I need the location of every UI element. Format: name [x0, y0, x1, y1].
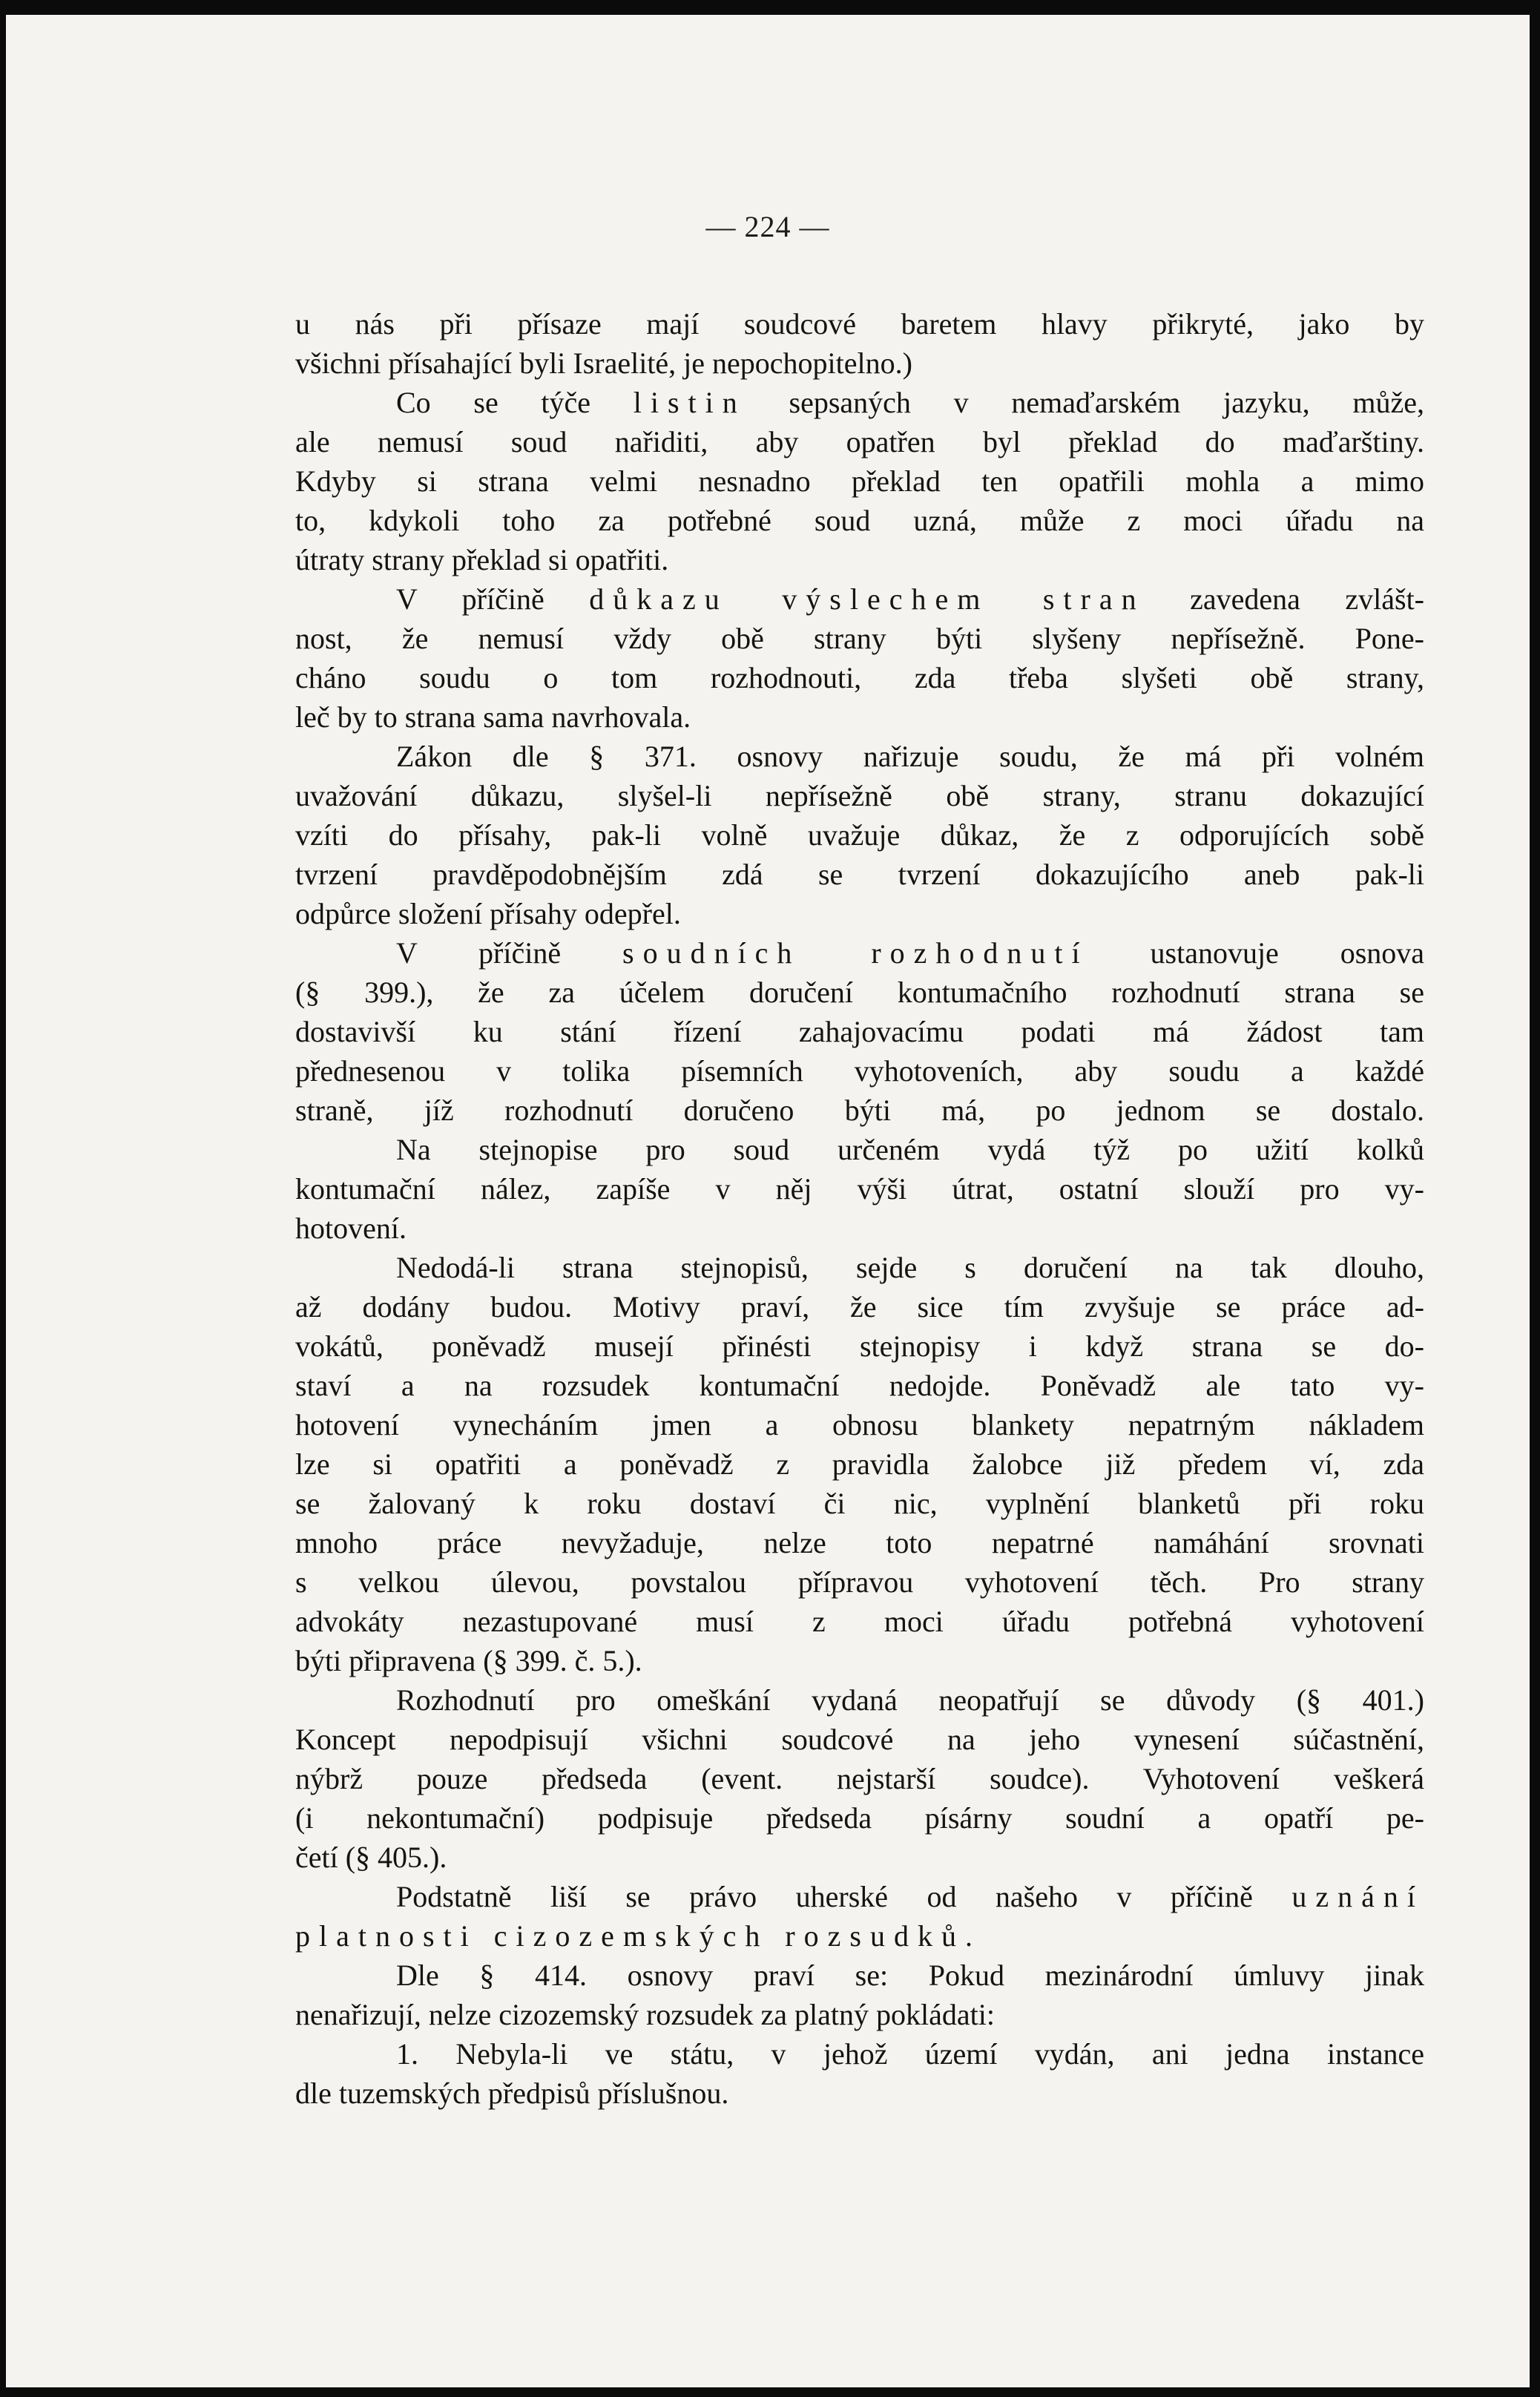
- text-line: dostavivší ku stání řízení zahajovacímu podati má žádost tam: [295, 1015, 1424, 1048]
- text-line: s velkou úlevou, povstalou přípravou vyhotovení těch. Pro strany: [295, 1565, 1424, 1599]
- text-line: vzíti do přísahy, pak-li volně uvažuje důkaz, že z odporujících sobě: [295, 818, 1424, 852]
- text-line: kontumační nález, zapíše v něj výši útrat, ostatní slouží pro vy-: [295, 1172, 1424, 1206]
- text-line: až dodány budou. Motivy praví, že sice tím zvyšuje se práce ad-: [295, 1290, 1424, 1324]
- text-line: (i nekontumační) podpisuje předseda písárny soudní a opatří pe-: [295, 1801, 1424, 1835]
- text-line: mnoho práce nevyžaduje, nelze toto nepatrné namáhání srovnati: [295, 1526, 1424, 1559]
- text-line: V příčině důkazu výslechem stran zavedena zvlášt-: [396, 582, 1425, 616]
- emphasized-text: uznání: [1291, 1880, 1424, 1913]
- emphasized-text: soudních rozhodnutí: [622, 936, 1089, 970]
- text-line: 1. Nebyla-li ve státu, v jehož území vydán, ani jedna instance: [396, 2037, 1424, 2071]
- book-page: [6, 15, 1530, 2387]
- text-line: V příčině soudních rozhodnutí ustanovuje osnova: [396, 936, 1425, 970]
- text-line: dle tuzemských předpisů příslušnou.: [295, 2077, 729, 2110]
- text-line: hotovení vynecháním jmen a obnosu blankety nepatrným nákladem: [295, 1408, 1424, 1441]
- emphasized-text: listin: [633, 386, 746, 419]
- text-line: to, kdykoli toho za potřebné soud uzná, může z moci úřadu na: [295, 504, 1424, 537]
- text-line: lze si opatřiti a poněvadž z pravidla žalobce již předem ví, zda: [295, 1447, 1424, 1481]
- text-line: četí (§ 405.).: [295, 1841, 447, 1874]
- text-line: hotovení.: [295, 1211, 407, 1245]
- text-line: přednesenou v tolika písemních vyhotoveních, aby soudu a každé: [295, 1054, 1424, 1088]
- text-line: staví a na rozsudek kontumační nedojde. Poněvadž ale tato vy-: [295, 1369, 1424, 1402]
- text-line: uvažování důkazu, slyšel-li nepřísežně obě strany, stranu dokazující: [295, 779, 1424, 812]
- text-line: (§ 399.), že za účelem doručení kontumačního rozhodnutí strana se: [295, 976, 1424, 1009]
- page-number: — 224 —: [705, 210, 830, 243]
- text-line: Koncept nepodpisují všichni soudcové na jeho vynesení súčastnění,: [295, 1723, 1424, 1756]
- text-line: nost, že nemusí vždy obě strany býti slyšeny nepřísežně. Pone-: [295, 622, 1424, 655]
- text-line: všichni přísahající byli Israelité, je nepochopitelno.): [295, 346, 912, 380]
- text-line: Co se týče listin sepsaných v nemaďarském jazyku, může,: [396, 386, 1424, 419]
- text-line: útraty strany překlad si opatřiti.: [295, 543, 669, 576]
- text-line: Na stejnopise pro soud určeném vydá týž po užití kolků: [396, 1133, 1424, 1166]
- text-line: Kdyby si strana velmi nesnadno překlad ten opatřili mohla a mimo: [295, 464, 1424, 498]
- emphasized-text: platnosti cizozemských rozsudků: [295, 1919, 965, 1953]
- text-line: býti připravena (§ 399. č. 5.).: [295, 1644, 642, 1677]
- text-line: se žalovaný k roku dostaví či nic, vyplnění blanketů při roku: [295, 1487, 1424, 1520]
- text-line: u nás při přísaze mají soudcové baretem hlavy přikryté, jako by: [295, 307, 1424, 341]
- text-line: ale nemusí soud nařiditi, aby opatřen byl překlad do maďarštiny.: [295, 425, 1424, 458]
- text-line: nenařizují, nelze cizozemský rozsudek za platný pokládati:: [295, 1998, 995, 2031]
- text-line: platnosti cizozemských rozsudků.: [295, 1919, 973, 1953]
- text-line: odpůrce složení přísahy odepřel.: [295, 897, 681, 930]
- text-line: straně, jíž rozhodnutí doručeno býti má, po jednom se dostalo.: [295, 1094, 1424, 1127]
- text-line: Zákon dle § 371. osnovy nařizuje soudu, že má při volném: [396, 740, 1424, 773]
- text-line: tvrzení pravděpodobnějším zdá se tvrzení dokazujícího aneb pak-li: [295, 858, 1424, 891]
- text-line: advokáty nezastupované musí z moci úřadu potřebná vyhotovení: [295, 1605, 1424, 1638]
- text-line: cháno soudu o tom rozhodnouti, zda třeba slyšeti obě strany,: [295, 661, 1424, 694]
- text-line: vokátů, poněvadž musejí přinésti stejnopisy i když strana se do-: [295, 1329, 1424, 1363]
- text-line: Podstatně liší se právo uherské od našeho v příčině uznání: [396, 1880, 1424, 1913]
- text-line: Rozhodnutí pro omeškání vydaná neopatřují se důvody (§ 401.): [396, 1683, 1424, 1717]
- body-text: [295, 304, 1424, 2113]
- text-line: Dle § 414. osnovy praví se: Pokud mezinárodní úmluvy jinak: [396, 1959, 1424, 1992]
- emphasized-text: důkazu výslechem stran: [589, 582, 1145, 616]
- text-line: nýbrž pouze předseda (event. nejstarší soudce). Vyhotovení veškerá: [295, 1762, 1424, 1795]
- text-line: Nedodá-li strana stejnopisů, sejde s doručení na tak dlouho,: [396, 1251, 1424, 1284]
- text-line: leč by to strana sama navrhovala.: [295, 700, 691, 734]
